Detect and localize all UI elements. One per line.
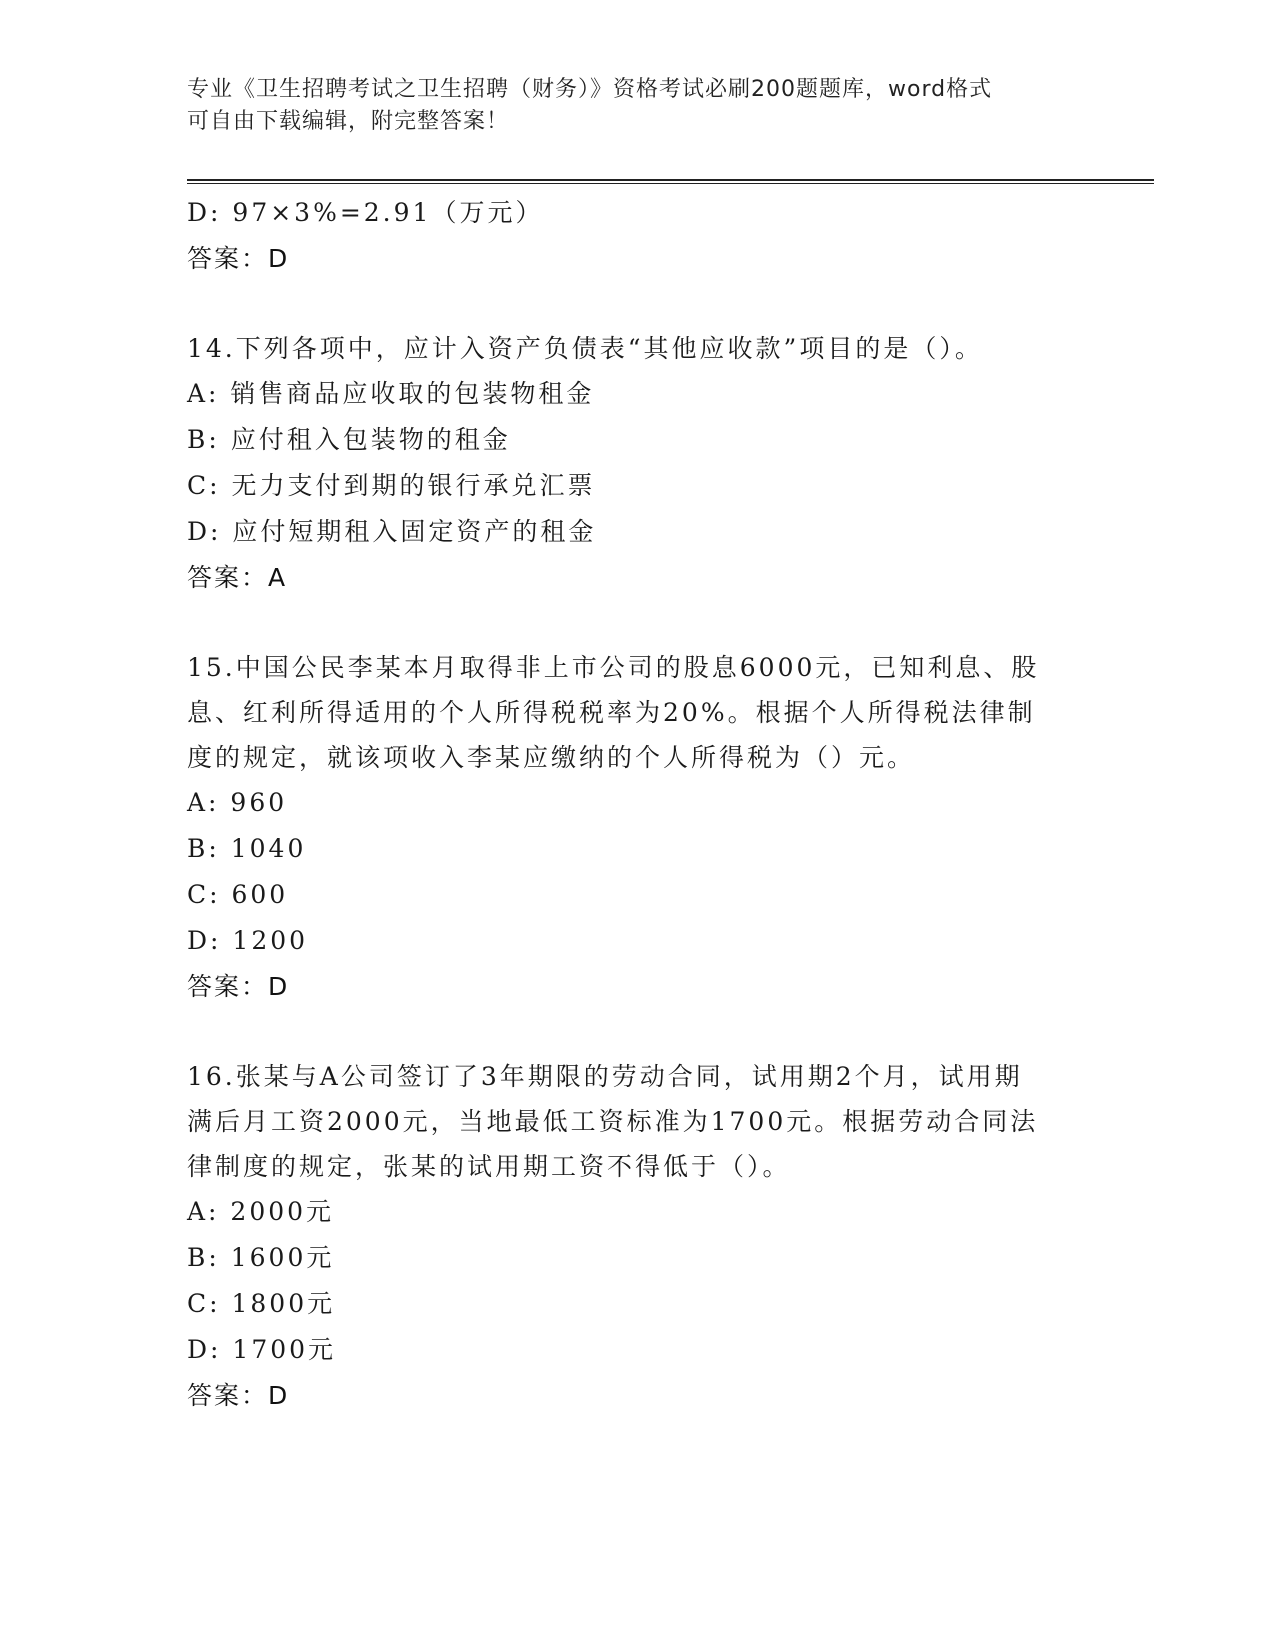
- question-stem-line-3: 度的规定，就该项收入李某应缴纳的个人所得税为（）元。: [187, 743, 916, 772]
- question-16: [187, 1054, 1087, 1419]
- option-d: D: 1200: [187, 926, 309, 955]
- option-d: D: 应付短期租入固定资产的租金: [187, 517, 597, 546]
- answer-line: 答案：D: [187, 1381, 290, 1410]
- option-a: A: 960: [187, 788, 288, 817]
- question-stem: 14.下列各项中，应计入资产负债表“其他应收款”项目的是（）。: [187, 334, 983, 363]
- question-13-tail: [187, 190, 1087, 282]
- header-line-1: 专业《卫生招聘考试之卫生招聘（财务）》资格考试必刷200题题库，word格式: [187, 77, 993, 102]
- question-stem-line-3: 律制度的规定，张某的试用期工资不得低于（）。: [187, 1152, 791, 1181]
- question-14: [187, 326, 1087, 601]
- option-a: A: 2000元: [187, 1197, 335, 1226]
- header-line-2: 可自由下载编辑，附完整答案！: [187, 109, 510, 134]
- option-d: D: 97×3%=2.91（万元）: [187, 198, 544, 227]
- option-b: B: 应付租入包装物的租金: [187, 425, 511, 454]
- option-c: C: 无力支付到期的银行承兑汇票: [187, 471, 596, 500]
- spacer: [187, 1010, 1087, 1054]
- header-rule-thin: [187, 183, 1154, 184]
- answer-line: 答案：D: [187, 244, 290, 273]
- option-c: C: 1800元: [187, 1289, 336, 1318]
- option-b: B: 1600元: [187, 1243, 335, 1272]
- question-stem-line-2: 满后月工资2000元，当地最低工资标准为1700元。根据劳动合同法: [187, 1107, 1039, 1136]
- option-d: D: 1700元: [187, 1335, 337, 1364]
- question-stem-line-1: 16.张某与A公司签订了3年期限的劳动合同，试用期2个月，试用期: [187, 1062, 1023, 1091]
- spacer: [187, 282, 1087, 326]
- document-header: [187, 74, 1067, 138]
- option-c: C: 600: [187, 880, 289, 909]
- question-15: [187, 645, 1087, 1010]
- option-b: B: 1040: [187, 834, 307, 863]
- question-stem-line-2: 息、红利所得适用的个人所得税税率为20%。根据个人所得税法律制: [187, 698, 1036, 727]
- question-stem-line-1: 15.中国公民李某本月取得非上市公司的股息6000元，已知利息、股: [187, 653, 1040, 682]
- document-body: [187, 190, 1087, 1419]
- option-a: A: 销售商品应收取的包装物租金: [187, 379, 595, 408]
- header-rule-thick: [187, 179, 1154, 181]
- spacer: [187, 601, 1087, 645]
- answer-line: 答案：A: [187, 563, 288, 592]
- answer-line: 答案：D: [187, 972, 290, 1001]
